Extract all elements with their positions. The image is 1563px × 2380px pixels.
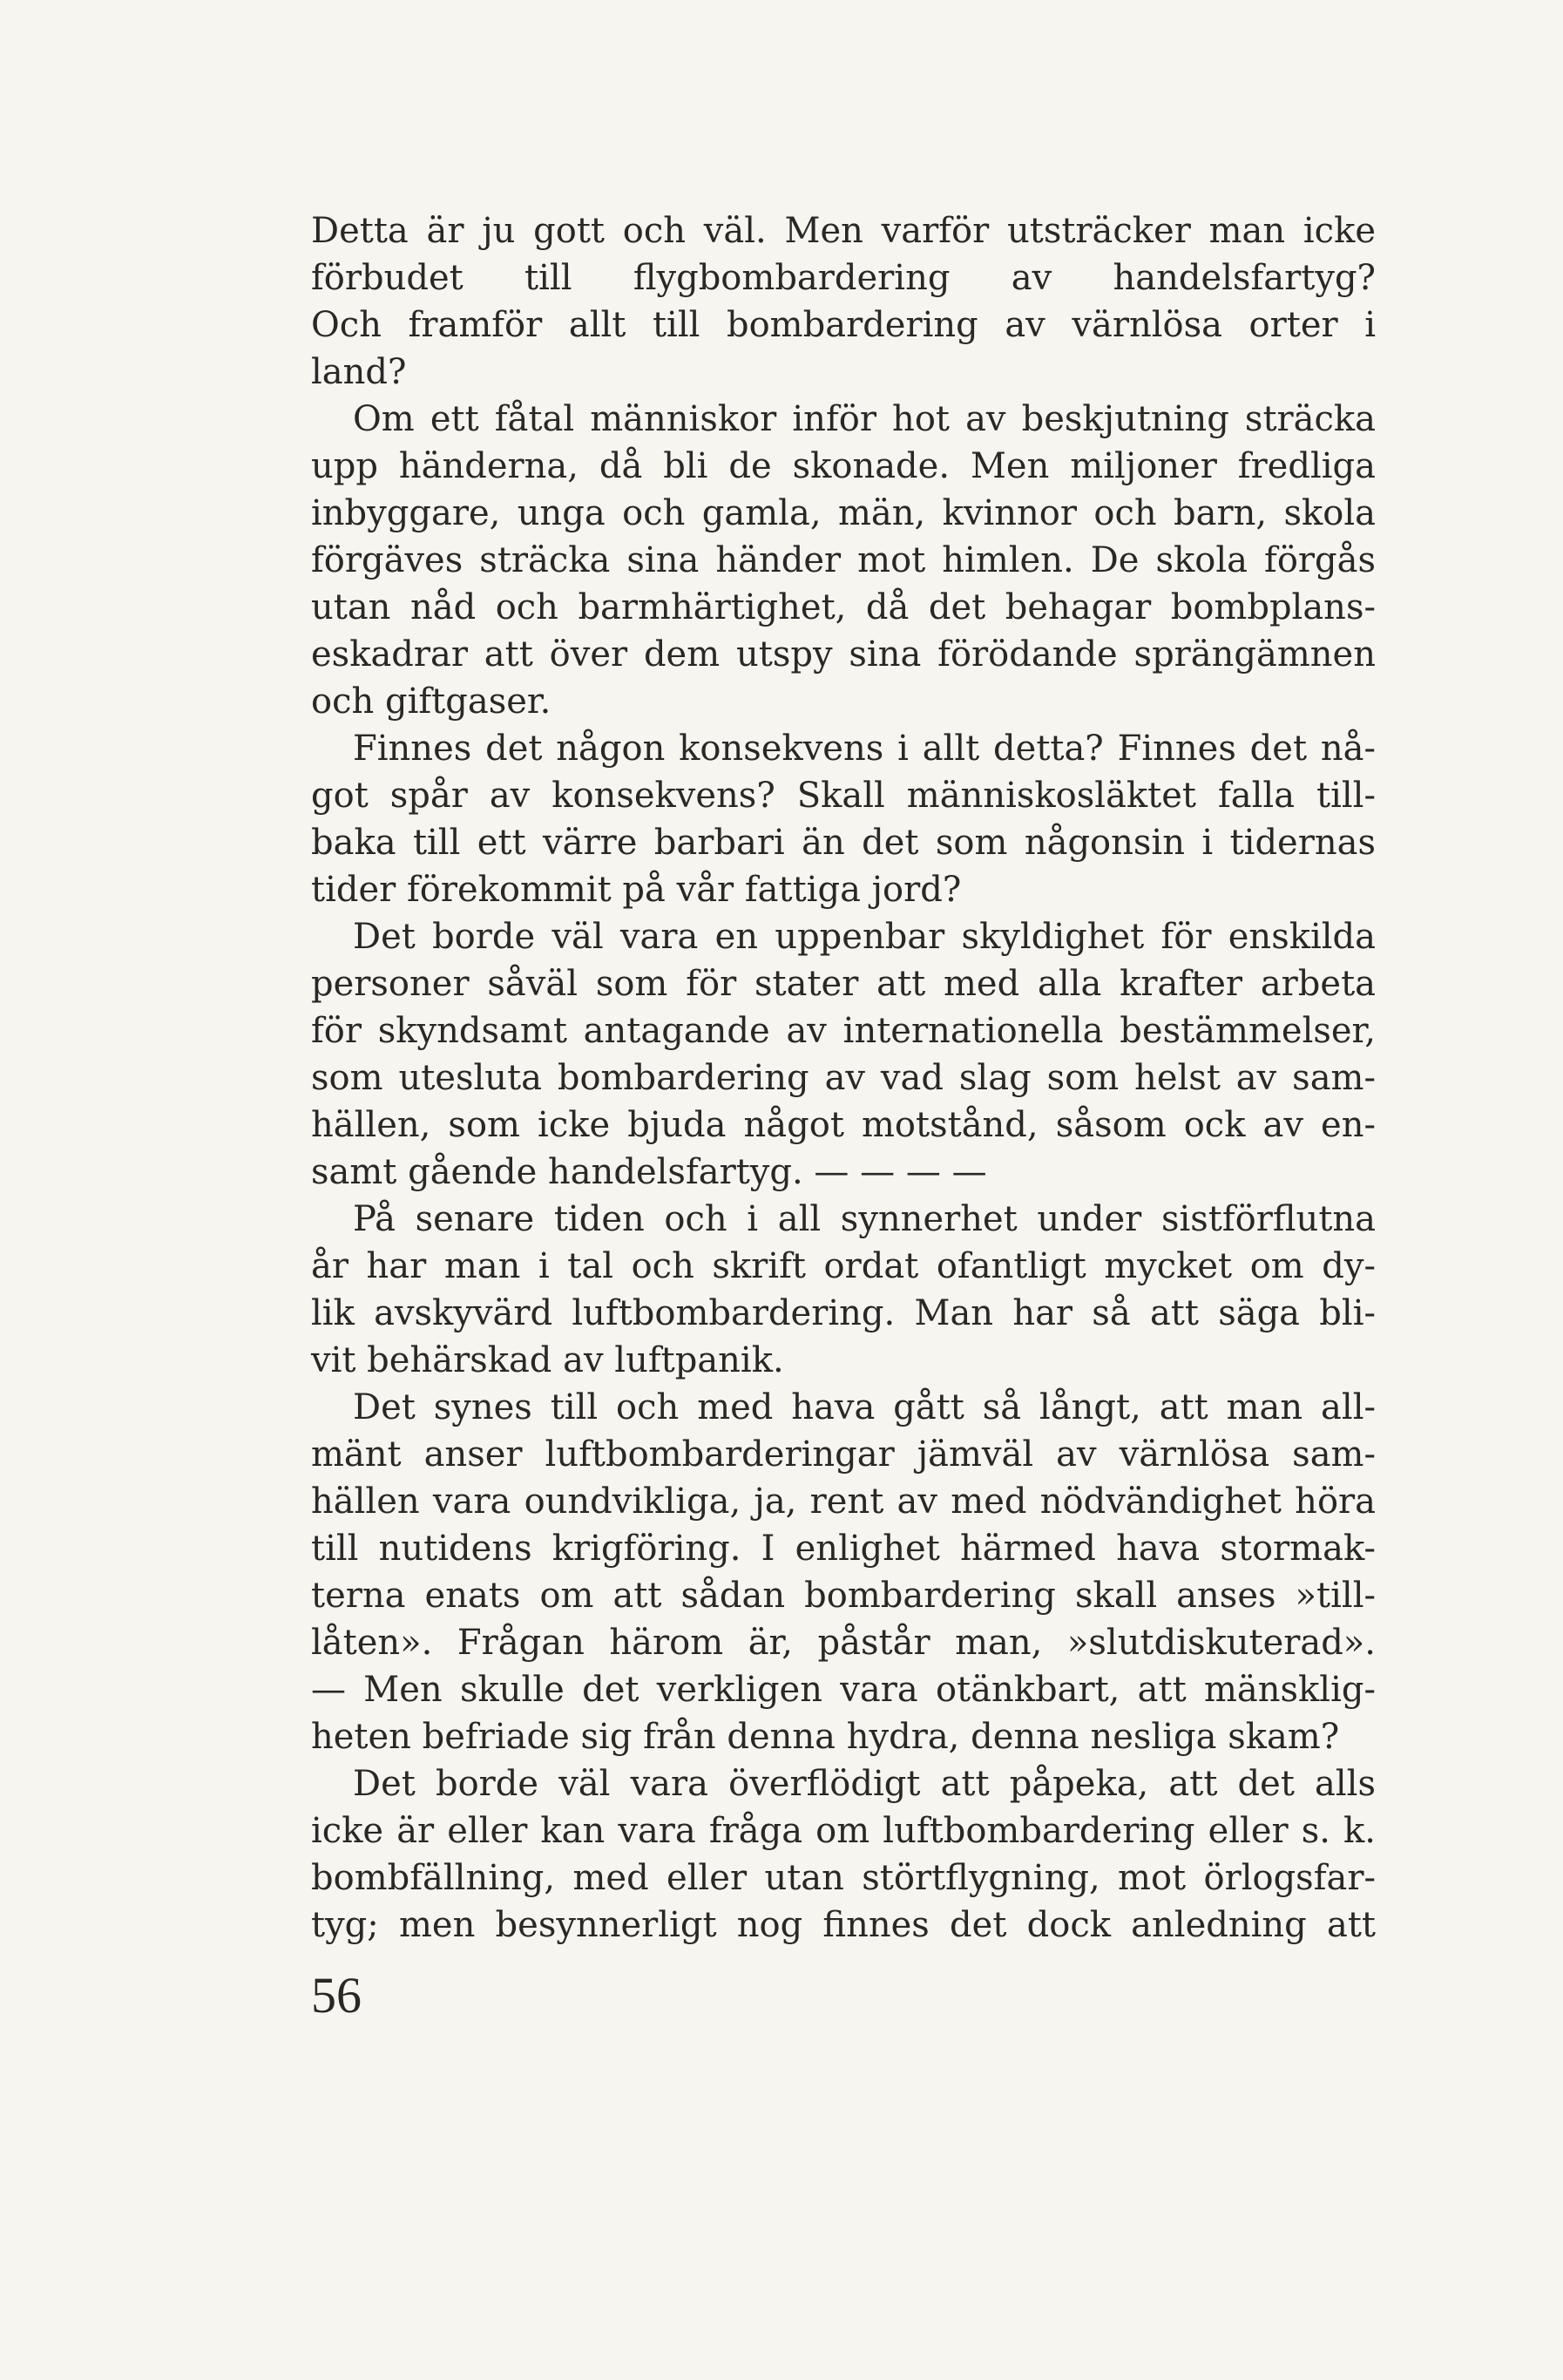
text-line: till nutidens krigföring. I enlighet härmed hava stormak- — [311, 1529, 1376, 1569]
text-line: hällen vara oundvikliga, ja, rent av med nödvändighet höra — [311, 1482, 1376, 1522]
text-line: mänt anser luftbombarderingar jämväl av värnlösa sam- — [311, 1434, 1376, 1475]
text-line: utan nåd och barmhärtighet, då det behagar bombplans- — [311, 587, 1376, 627]
text-line: lik avskyvärd luftbombardering. Man har så att säga bli- — [311, 1293, 1376, 1333]
text-line: som utesluta bombardering av vad slag som helst av sam- — [311, 1058, 1376, 1098]
text-line: Det borde väl vara överflödigt att påpeka, att det alls — [353, 1764, 1376, 1804]
text-line: Det synes till och med hava gått så långt, att man all- — [353, 1387, 1376, 1427]
text-line: heten befriade sig från denna hydra, denna nesliga skam? — [311, 1717, 1340, 1757]
text-line: för skyndsamt antagande av internationella bestämmelser, — [311, 1011, 1376, 1051]
text-line: got spår av konsekvens? Skall människosläktet falla till- — [311, 776, 1376, 816]
text-line: och giftgaser. — [311, 681, 551, 722]
text-line: samt gående handelsfartyg. — — — — — [311, 1152, 987, 1192]
text-line: land? — [311, 352, 407, 392]
text-line: Finnes det någon konsekvens i allt detta? Finnes det nå- — [353, 729, 1376, 769]
text-line: inbyggare, unga och gamla, män, kvinnor och barn, skola — [311, 493, 1376, 533]
text-line: icke är eller kan vara fråga om luftbombardering eller s. k. — [311, 1811, 1376, 1851]
text-line: personer såväl som för stater att med alla krafter arbeta — [311, 964, 1376, 1004]
text-line: — Men skulle det verkligen vara otänkbart, att mänsklig- — [311, 1670, 1376, 1710]
text-line: tider förekommit på vår fattiga jord? — [311, 870, 962, 910]
text-line: förbudet till flygbombardering av handelsfartyg? — [311, 258, 1376, 298]
text-line: år har man i tal och skrift ordat ofantligt mycket om dy- — [311, 1246, 1376, 1286]
text-line: Detta är ju gott och väl. Men varför utsträcker man icke — [311, 211, 1376, 251]
text-line: baka till ett värre barbari än det som någonsin i tidernas — [311, 823, 1376, 863]
text-line: Om ett fåtal människor inför hot av beskjutning sträcka — [353, 399, 1376, 439]
text-line: låten». Frågan härom är, påstår man, »slutdiskuterad». — [311, 1623, 1376, 1663]
text-line: tyg; men besynnerligt nog finnes det dock anledning att — [311, 1905, 1376, 1945]
text-line: förgäves sträcka sina händer mot himlen. De skola förgås — [311, 540, 1376, 580]
text-line: upp händerna, då bli de skonade. Men miljoner fredliga — [311, 446, 1376, 486]
text-line: bombfällning, med eller utan störtflygning, mot örlogsfar- — [311, 1858, 1376, 1898]
text-line: Och framför allt till bombardering av värnlösa orter i — [311, 305, 1376, 345]
text-line: eskadrar att över dem utspy sina förödande sprängämnen — [311, 634, 1376, 675]
body-text — [311, 207, 1376, 1949]
text-line: vit behärskad av luftpanik. — [311, 1340, 784, 1380]
page-number: 56 — [311, 1967, 362, 2024]
text-line: Det borde väl vara en uppenbar skyldighet för enskilda — [353, 917, 1376, 957]
text-line: På senare tiden och i all synnerhet under sistförflutna — [353, 1199, 1376, 1239]
text-line: terna enats om att sådan bombardering skall anses »till- — [311, 1576, 1376, 1616]
text-line: hällen, som icke bjuda något motstånd, såsom ock av en- — [311, 1105, 1376, 1145]
